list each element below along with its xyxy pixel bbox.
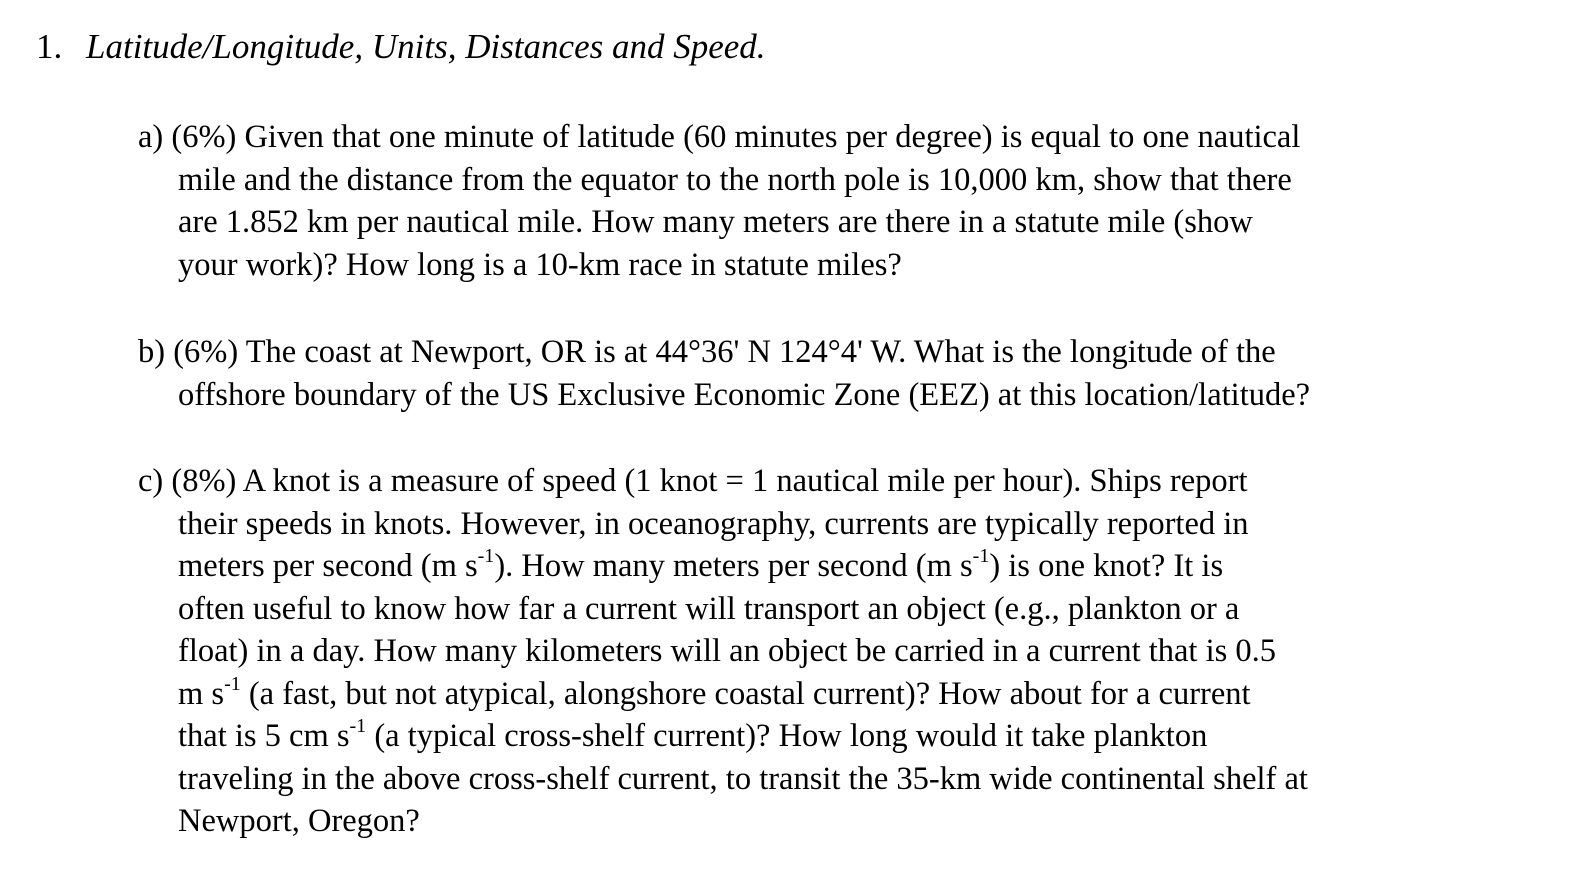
part-c-line-5: float) in a day. How many kilometers will an object be carried in a current that is 0.5	[178, 633, 1277, 669]
superscript-exponent: -1	[477, 545, 495, 568]
part-a-line-1: a) (6%) Given that one minute of latitude (60 minutes per degree) is equal to one nautical	[138, 119, 1301, 155]
part-a	[138, 116, 1448, 286]
question-heading	[36, 26, 766, 68]
part-a-line-3: are 1.852 km per nautical mile. How many meters are there in a statute mile (show	[178, 204, 1253, 240]
question-title: Latitude/Longitude, Units, Distances and Speed.	[86, 27, 766, 66]
part-c-line-1: c) (8%) A knot is a measure of speed (1 knot = 1 nautical mile per hour). Ships report	[138, 463, 1248, 499]
part-c-line-9: Newport, Oregon?	[178, 803, 420, 839]
question-number: 1.	[36, 27, 63, 66]
part-c-line-7-text-2: (a typical cross-shelf current)? How long would it take plankton	[366, 718, 1208, 754]
part-c-line-3-text-2: ). How many meters per second (m s	[494, 548, 973, 584]
part-c-line-4: often useful to know how far a current will transport an object (e.g., plankton or a	[178, 590, 1240, 627]
superscript-exponent: -1	[224, 672, 241, 695]
superscript-exponent: -1	[972, 545, 990, 568]
part-c-line-3	[138, 545, 1448, 588]
part-c	[138, 460, 1448, 843]
part-a-line-2: mile and the distance from the equator to the north pole is 10,000 km, show that there	[178, 161, 1292, 198]
part-c-line-3-text-1: meters per second (m s	[178, 548, 478, 584]
part-c-line-7	[138, 715, 1448, 758]
part-c-line-6	[138, 673, 1448, 716]
part-b-line-2: offshore boundary of the US Exclusive Economic Zone (EEZ) at this location/latitude?	[178, 376, 1311, 413]
superscript-exponent: -1	[349, 715, 367, 738]
part-c-line-2: their speeds in knots. However, in oceanography, currents are typically reported in	[178, 505, 1249, 542]
part-c-line-7-text-1: that is 5 cm s	[178, 718, 350, 754]
part-c-line-6-text-2: (a fast, but not atypical, alongshore coastal current)? How about for a current	[240, 675, 1251, 712]
part-c-line-3-text-3: ) is one knot? It is	[989, 548, 1224, 584]
part-a-line-4: your work)? How long is a 10-km race in statute miles?	[178, 246, 902, 283]
part-b-line-1: b) (6%) The coast at Newport, OR is at 44°36' N 124°4' W. What is the longitude of the	[138, 334, 1276, 370]
part-c-line-8: traveling in the above cross-shelf current, to transit the 35-km wide continental shelf at	[178, 760, 1308, 797]
part-b	[138, 331, 1448, 416]
part-c-line-6-text-1: m s	[178, 675, 225, 712]
